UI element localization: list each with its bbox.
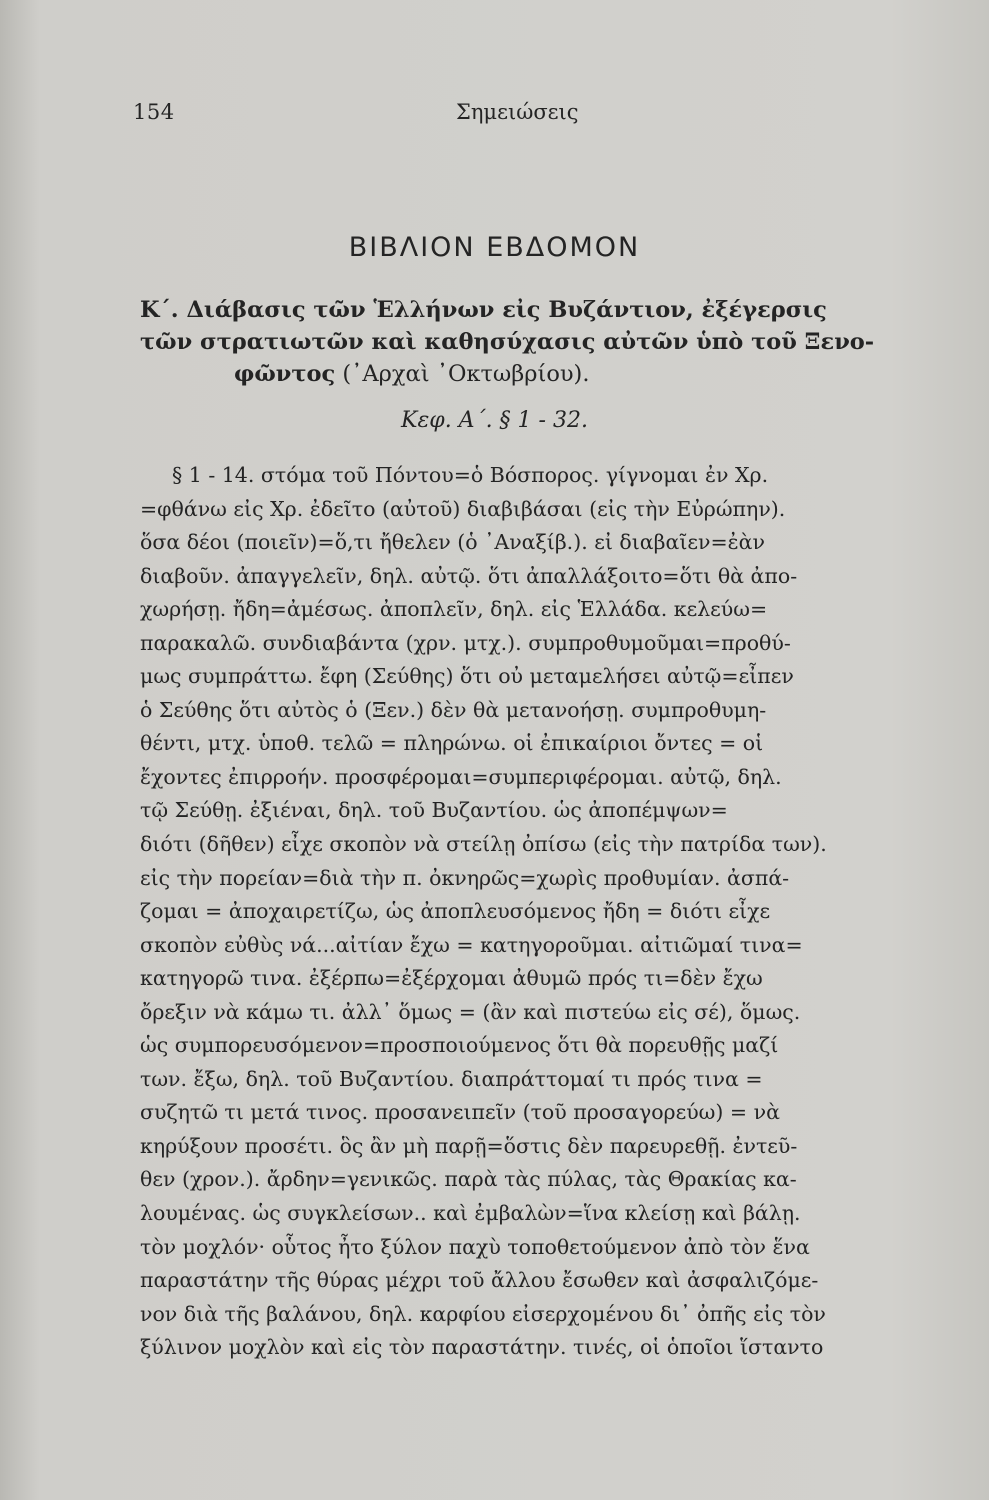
text-line: διότι (δῆθεν) εἶχε σκοπὸν νὰ στείλῃ ὀπίσω (εἰς τὴν πατρίδα των).: [140, 832, 827, 857]
text-line: ὅσα δέοι (ποιεῖν)=ὅ,τι ἤθελεν (ὁ ᾿Αναξίβ.). εἰ διαβαῖεν=ἐὰν: [140, 530, 765, 555]
text-line: σκοπὸν εὐθὺς νά...αἰτίαν ἔχω = κατηγοροῦμαι. αἰτιῶμαί τινα=: [140, 932, 803, 957]
chapter-heading-line: Κ΄. Διάβασις τῶν Ἑλλήνων εἰς Βυζάντιον, ἐξέγερσις: [140, 297, 827, 323]
text-line: ὡς συμπορευσόμενον=προσποιούμενος ὅτι θὰ πορευθῇς μαζί: [140, 1033, 779, 1058]
text-line: θεν (χρον.). ἄρδην=γενικῶς. παρὰ τὰς πύλας, τὰς Θρακίας κα-: [140, 1167, 797, 1192]
text-line: κηρύξουν προσέτι. ὃς ἂν μὴ παρῇ=ὅστις δὲν παρευρεθῇ. ἐντεῦ-: [140, 1133, 798, 1158]
text-line: λουμένας. ὡς συγκλείσων.. καὶ ἐμβαλὼν=ἵνα κλείσῃ καὶ βάλῃ.: [140, 1201, 801, 1226]
text-line: ζομαι = ἀποχαιρετίζω, ὡς ἀποπλευσόμενος ἤδη = διότι εἶχε: [140, 899, 771, 924]
section-reference: Κεφ. Α΄. § 1 - 32.: [401, 408, 588, 433]
text-line: παραστάτην τῆς θύρας μέχρι τοῦ ἄλλου ἔσωθεν καὶ ἀσφαλιζόμε-: [140, 1268, 819, 1293]
chapter-heading-date: (᾿Αρχαὶ ᾿Οκτωβρίου).: [335, 361, 590, 387]
text-line: χωρήσῃ. ἤδη=ἀμέσως. ἀποπλεῖν, δηλ. εἰς Ἑλλάδα. κελεύω=: [140, 597, 768, 622]
text-line: συζητῶ τι μετά τινος. προσανειπεῖν (τοῦ προσαγορεύω) = νὰ: [140, 1100, 780, 1125]
text-line: § 1 - 14. στόμα τοῦ Πόντου=ὁ Βόσπορος. γίγνομαι ἐν Χρ.: [172, 463, 769, 487]
book-title: ΒΙΒΛΙΟΝ ΕΒΔΟΜΟΝ: [348, 232, 641, 263]
text-line: μως συμπράττω. ἔφη (Σεύθης) ὅτι οὐ μεταμελήσει αὐτῷ=εἶπεν: [140, 664, 794, 689]
text-line: θέντι, μτχ. ὑποθ. τελῶ = πληρώνω. οἱ ἐπικαίριοι ὄντες = οἱ: [140, 731, 764, 756]
notes-body: [140, 459, 960, 1365]
text-line: ξύλινον μοχλὸν καὶ εἰς τὸν παραστάτην. τινές, οἱ ὁποῖοι ἵσταντο: [140, 1335, 824, 1360]
chapter-heading-bold: φῶντος: [234, 361, 336, 387]
chapter-heading-line: τῶν στρατιωτῶν καὶ καθησύχασις αὐτῶν ὑπὸ τοῦ Ξενο-: [140, 329, 875, 355]
text-line: =φθάνω εἰς Χρ. ἐδεῖτο (αὐτοῦ) διαβιβάσαι (εἰς τὴν Εὐρώπην).: [140, 496, 786, 521]
page-number: 154: [133, 100, 175, 124]
text-line: των. ἔξω, δηλ. τοῦ Βυζαντίου. διαπράττομαί τι πρός τινα =: [140, 1066, 763, 1091]
chapter-heading-line: [140, 358, 955, 390]
text-line: ὄρεξιν νὰ κάμω τι. ἀλλ᾿ ὅμως = (ἂν καὶ πιστεύω εἰς σέ), ὅμως.: [140, 999, 801, 1024]
text-line: τὸν μοχλόν· οὗτος ἦτο ξύλον παχὺ τοποθετούμενον ἀπὸ τὸν ἕνα: [140, 1234, 810, 1259]
text-line: ὁ Σεύθης ὅτι αὐτὸς ὁ (Ξεν.) δὲν θὰ μετανοήσῃ. συμπροθυμη-: [140, 697, 767, 722]
page-header: [133, 100, 949, 134]
chapter-heading: [140, 294, 955, 390]
text-line: εἰς τὴν πορείαν=διὰ τὴν π. ὀκνηρῶς=χωρὶς προθυμίαν. ἀσπά-: [140, 865, 790, 890]
text-line: παρακαλῶ. συνδιαβάντα (χρν. μτχ.). συμπροθυμοῦμαι=προθύ-: [140, 630, 791, 655]
text-line: ἔχοντες ἐπιρροήν. προσφέρομαι=συμπεριφέρομαι. αὐτῷ, δηλ.: [140, 764, 782, 789]
text-line: τῷ Σεύθῃ. ἐξιέναι, δηλ. τοῦ Βυζαντίου. ὡς ἀποπέμψων=: [140, 798, 728, 823]
running-head: Σημειώσεις: [456, 100, 579, 124]
text-line: νον διὰ τῆς βαλάνου, δηλ. καρφίου εἰσερχομένου δι᾿ ὀπῆς εἰς τὸν: [140, 1301, 826, 1326]
text-line: διαβοῦν. ἀπαγγελεῖν, δηλ. αὐτῷ. ὅτι ἀπαλλάξοιτο=ὅτι θὰ ἀπο-: [140, 563, 798, 588]
text-line: κατηγορῶ τινα. ἐξέρπω=ἐξέρχομαι ἀθυμῶ πρός τι=δὲν ἔχω: [140, 966, 763, 991]
